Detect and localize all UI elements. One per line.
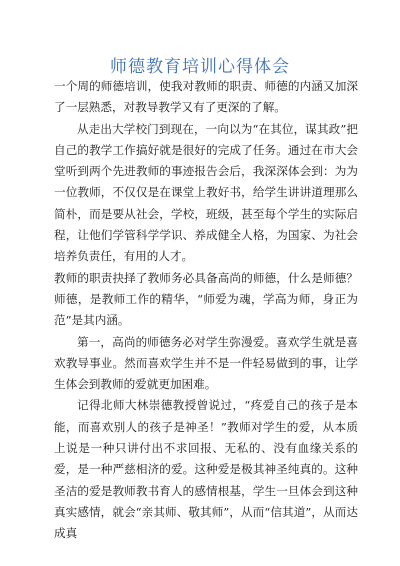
- paragraph-3: 教师的职责抉择了教师务必具备高尚的师德，什么是师德？师德，是教师工作的精华，“师爱为魂，学高为师，身正为范”是其内涵。: [54, 270, 358, 328]
- paragraph-2: 从走出大学校门到现在，一向以为“在其位，谋其政”把自己的教学工作搞好就是很好的完成了任务。通过在市大会堂听到两个先进教师的事迹报告会后，我深深体会到：为为一位教师，不仅仅是在课堂上教好书，给学生讲讲道理那么简朴，而是要从社会，学校，班级，甚至每个学生的实际启程，让他们学管科学学识、养成健全人格，为国家、为社会培养负责任，有用的人才。: [54, 121, 358, 264]
- document-body: [54, 76, 358, 545]
- paragraph-4: 第一，高尚的师德务必对学生弥漫爱。喜欢学生就是喜欢教导事业。然而喜欢学生并不是一件轻易做到的事，让学生体会到教师的爱就更加困难。: [54, 334, 358, 392]
- document-title: 师德教育培训心得体会: [110, 57, 290, 77]
- paragraph-5: 记得北师大林崇德教授曾说过，“疼爱自己的孩子是本能，而喜欢别人的孩子是神圣！”教师对学生的爱，从本质上说是一种只讲付出不求回报、无私的、没有血缘关系的爱，是一种严慈相济的爱。这种爱是极其神圣纯真的。这种圣洁的爱是教师教书育人的感情根基，学生一旦体会到这种真实感情，就会“亲其师、敬其师”，从而“信其道”，从而达成真: [54, 398, 358, 541]
- paragraph-1: 一个周的师德培训，使我对教师的职责、师德的内涵又加深了一层熟悉，对教导教学又有了更深的了解。: [54, 79, 358, 115]
